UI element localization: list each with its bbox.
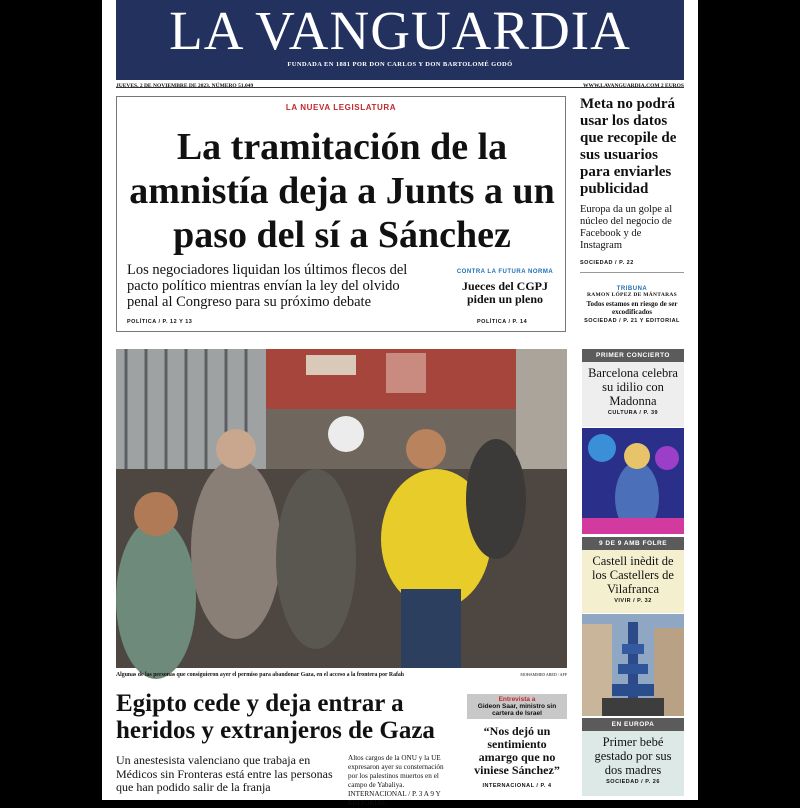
masthead	[116, 0, 684, 80]
madonna-photo[interactable]	[582, 428, 684, 534]
cgpj-headline[interactable]: Jueces del CGPJ piden un pleno	[462, 279, 548, 306]
lead-section: POLÍTICA / P. 12 Y 13	[127, 319, 193, 325]
cgpj-kicker: CONTRA LA FUTURA NORMA	[456, 269, 554, 275]
tribuna-section: SOCIEDAD / P. 21 Y EDITORIAL	[584, 318, 680, 324]
photo-caption	[116, 672, 567, 678]
tribuna-kicker: TRIBUNA	[616, 286, 648, 292]
interview-box[interactable]	[467, 694, 567, 789]
castell-photo[interactable]	[582, 614, 684, 716]
interview-header	[467, 694, 567, 719]
concierto-panel[interactable]	[582, 349, 684, 427]
interview-kicker: Entrevista a	[498, 696, 536, 703]
concierto-headline[interactable]: Barcelona celebra su idilio con Madonna	[588, 366, 678, 408]
concert-illustration	[582, 428, 684, 534]
castell-illustration	[582, 614, 684, 716]
gaza-headline[interactable]: Egipto cede y deja entrar a heridos y extranjeros de Gaza	[116, 690, 435, 744]
castells-section: VIVIR / P. 32	[614, 598, 652, 604]
dateline	[116, 83, 684, 88]
concierto-section: CULTURA / P. 39	[607, 410, 659, 416]
tribuna-author: RAMON LÓPEZ DE MÁNTARAS	[586, 292, 678, 298]
tribuna-title[interactable]: Todos estamos en riesgo de ser excodificados	[586, 300, 678, 316]
tribuna[interactable]	[580, 286, 684, 324]
lead-story[interactable]	[116, 96, 566, 332]
bebe-bar: EN EUROPA	[582, 718, 684, 731]
website-price: WWW.LAVANGUARDIA.COM 2 EUROS	[582, 83, 684, 89]
lead-headline[interactable]: La tramitación de la amnistía deja a Junts a un paso del sí a Sánchez	[129, 126, 555, 256]
meta-story[interactable]	[580, 96, 684, 273]
front-page	[102, 0, 698, 807]
meta-section: SOCIEDAD / P. 22	[580, 260, 684, 273]
masthead-subtitle: FUNDADA EN 1881 POR DON CARLOS Y DON BARTOLOMÉ GODÓ	[287, 61, 513, 68]
castells-headline[interactable]: Castell inèdit de los Castellers de Vilafranca	[592, 554, 674, 596]
bebe-headline[interactable]: Primer bebé gestado por sus dos madres	[594, 735, 672, 777]
gaza-deck: Un anestesista valenciano que trabaja en Médicos sin Fronteras está entre las personas que han podido salir de la franja	[116, 753, 333, 794]
cgpj-section: POLÍTICA / P. 14	[477, 319, 528, 325]
lead-kicker: LA NUEVA LEGISLATURA	[285, 103, 397, 112]
interview-section: INTERNACIONAL / P. 4	[482, 783, 552, 789]
interview-name: Gideon Saar, ministro sin cartera de Israel	[477, 703, 557, 717]
gaza-photo[interactable]	[116, 349, 567, 668]
gaza-side-text: Altos cargos de la ONU y la UE expresaron ayer su consternación por los palestinos muertos en el campo de Yabaliya. INTERNACIONAL / P. 3 A 9 Y EDITORIAL	[348, 754, 444, 807]
date-number: JUEVES, 2 DE NOVIEMBRE DE 2023. NÚMERO 51.049	[116, 83, 254, 89]
bebe-panel[interactable]	[582, 718, 684, 796]
meta-deck: Europa da un golpe al núcleo del negocio de Facebook y de Instagram	[580, 204, 673, 251]
caption-text: Algunas de las personas que consiguieron ayer el permiso para abandonar Gaza, en el acceso a la frontera por Rafah	[116, 672, 405, 678]
castells-panel[interactable]	[582, 537, 684, 613]
newspaper-title: LA VANGUARDIA	[169, 0, 631, 61]
photo-credit: MOHAMMED ABED / AFP	[520, 672, 567, 677]
concierto-bar: PRIMER CONCIERTO	[582, 349, 684, 362]
lead-deck: Los negociadores liquidan los últimos flecos del pacto político mientras envían la ley del olvido penal al Congreso para su próximo debate	[127, 262, 408, 310]
cgpj-story[interactable]	[451, 269, 559, 306]
bebe-section: SOCIEDAD / P. 26	[606, 779, 660, 785]
meta-headline[interactable]: Meta no podrá usar los datos que recopile de sus usuarios para enviarles publicidad	[580, 96, 677, 197]
crowd-illustration	[116, 349, 567, 668]
castells-bar: 9 DE 9 AMB FOLRE	[582, 537, 684, 550]
interview-quote[interactable]: “Nos dejó un sentimiento amargo que no viniese Sánchez”	[474, 724, 560, 777]
